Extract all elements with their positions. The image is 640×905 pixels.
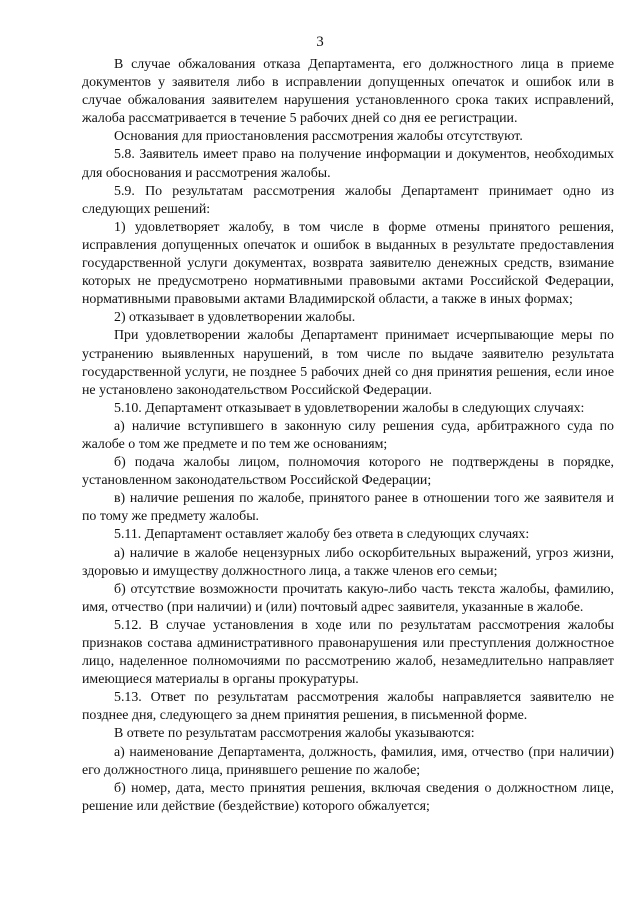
paragraph-answer-item-b: б) номер, дата, место принятия решения, включая сведения о должностном лице, решение или действие (бездействие) которого обжалуется; (82, 780, 614, 814)
paragraph-5-10-item-v: в) наличие решения по жалобе, принятого ранее в отношении того же заявителя и по тому же предмету жалобы. (82, 491, 614, 525)
paragraph-5-13: 5.13. Ответ по результатам рассмотрения жалобы направляется заявителю не позднее дня, следующего за днем принятия решения, в письменной форме. (82, 690, 614, 724)
paragraph-5-9-item-2: 2) отказывает в удовлетворении жалобы. (114, 310, 356, 326)
document-body (82, 56, 614, 816)
page-number: 3 (316, 34, 324, 50)
paragraph-no-suspension-grounds: Основания для приостановления рассмотрения жалобы отсутствуют. (114, 129, 523, 145)
paragraph-5-11-item-b: б) отсутствие возможности прочитать какую-либо часть текста жалобы, фамилию, имя, отчество (при наличии) и (или) почтовый адрес заявителя, указанные в жалобе. (82, 581, 614, 615)
paragraph-answer-item-a: а) наименование Департамента, должность, фамилия, имя, отчество (при наличии) его должностного лица, принявшего решение по жалобе; (82, 744, 614, 778)
paragraph-5-10-item-a: а) наличие вступившего в законную силу решения суда, арбитражного суда по жалобе о том же предмете и по тем же основаниям; (82, 418, 614, 452)
paragraph-appeal-refusal-term: В случае обжалования отказа Департамента, его должностного лица в приеме документов у заявителя либо в исправлении допущенных опечаток и ошибок или в случае обжалования заявителем нарушения установленного срока таких исправлений, жалоба рассматривается в течение 5 рабочих дней со дня ее регистрации. (82, 57, 614, 127)
paragraph-5-11-item-a: а) наличие в жалобе нецензурных либо оскорбительных выражений, угроз жизни, здоровью и имуществу должностного лица, а также членов его семьи; (82, 545, 614, 579)
paragraph-answer-contents: В ответе по результатам рассмотрения жалобы указываются: (114, 726, 475, 742)
paragraph-5-9: 5.9. По результатам рассмотрения жалобы Департамент принимает одно из следующих решений: (82, 183, 614, 217)
paragraph-5-11: 5.11. Департамент оставляет жалобу без ответа в следующих случаях: (114, 527, 530, 543)
paragraph-satisfaction-measures: При удовлетворении жалобы Департамент принимает исчерпывающие меры по устранению выявленных нарушений, в том числе по выдаче заявителю результата государственной услуги, не позднее 5 рабочих дней со дня принятия решения, если иное не установлено законодательством Российской Федерации. (82, 328, 614, 398)
paragraph-5-10: 5.10. Департамент отказывает в удовлетворении жалобы в следующих случаях: (114, 400, 585, 416)
paragraph-5-8: 5.8. Заявитель имеет право на получение информации и документов, необходимых для обоснования и рассмотрения жалобы. (82, 147, 614, 181)
paragraph-5-10-item-b: б) подача жалобы лицом, полномочия которого не подтверждены в порядке, установленном законодательством Российской Федерации; (82, 455, 614, 489)
paragraph-5-9-item-1: 1) удовлетворяет жалобу, в том числе в форме отмены принятого решения, исправления допущенных опечаток и ошибок в выданных в результате предоставления государственной услуги документах, возврата заявителю денежных средств, взимание которых не предусмотрено нормативными правовыми актами Российской Федерации, нормативными правовыми актами Владимирской области, а также в иных формах; (82, 219, 614, 308)
paragraph-5-12: 5.12. В случае установления в ходе или по результатам рассмотрения жалобы признаков состава административного правонарушения или преступления должностное лицо, наделенное полномочиями по рассмотрению жалоб, незамедлительно направляет имеющиеся материалы в органы прокуратуры. (82, 617, 614, 688)
